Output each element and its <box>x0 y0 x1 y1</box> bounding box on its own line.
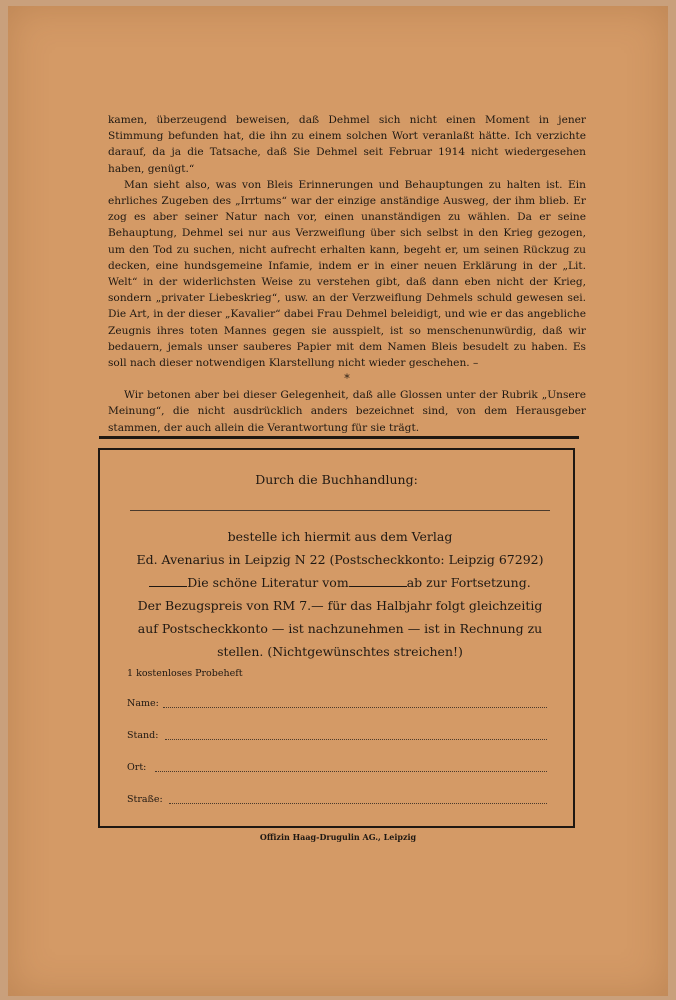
street-label: Straße: <box>127 794 163 805</box>
city-line[interactable] <box>155 771 547 772</box>
divider-rule <box>99 436 579 439</box>
printer-imprint: Offizin Haag-Drugulin AG., Leipzig <box>259 832 417 842</box>
occupation-field[interactable] <box>127 730 547 741</box>
street-field[interactable] <box>127 794 547 805</box>
order-text <box>130 525 550 663</box>
name-label: Name: <box>127 698 159 709</box>
order-line-1: bestelle ich hiermit aus dem Verlag <box>227 529 453 544</box>
occupation-line[interactable] <box>165 739 547 740</box>
paragraph-2: Man sieht also, was von Bleis Erinnerungen und Behauptungen zu halten ist. Ein ehrliches Zugeben des „Irrtums“ war der einzige anständige Ausweg, der ihm blieb. Er zog es aber seiner Natur nach vor, einen unanständigen zu wählen. Da er seine Behauptung, Dehmel sei nur aus Verzweiflung über sich selbst in den Krieg gezogen, um den Tod zu suchen, nicht aufrecht erhalten kann, begeht er, um seinen Rückzug zu decken, eine hundsgemeine Infamie, indem er in einer neuen Erklärung in der „Lit. Welt“ in der widerlichsten Weise zu verstehen gibt, daß dann eben nicht der Krieg, sondern „privater Liebeskrieg“, usw. an der Verzweiflung Dehmels schuld gewesen sei. Die Art, in der dieser „Kavalier“ dabei Frau Dehmel beleidigt, und wie er das angebliche Zeugnis ihres toten Mannes gegen sie ausspielt, ist so menschenunwürdig, daß wir bedauern, jemals unser sauberes Papier mit dem Namen Bleis besudelt zu haben. Es soll nach dieser notwendigen Klarstellung nicht wieder geschehen. – <box>108 178 586 370</box>
order-form <box>98 448 575 828</box>
bookshop-line[interactable] <box>130 510 550 511</box>
order-line-2: Ed. Avenarius in Leipzig N 22 (Postscheckkonto: Leipzig 67292) <box>136 552 544 567</box>
form-title: Durch die Buchhandlung: <box>255 472 418 487</box>
order-line-6: stellen. (Nichtgewünschtes streichen!) <box>217 644 463 659</box>
order-line-5: auf Postscheckkonto — ist nachzunehmen — ist in Rechnung zu <box>137 621 543 636</box>
city-label: Ort: <box>127 762 147 773</box>
separator: * <box>344 372 350 386</box>
paragraph-1: kamen, überzeugend beweisen, daß Dehmel sich nicht einen Moment in jener Stimmung befunden hat, die ihn zu einem solchen Wort veranlaßt hätte. Ich verzichte darauf, da ja die Tatsache, daß Sie Dehmel seit Februar 1914 nicht wiedergesehen haben, genügt.“ <box>108 114 586 175</box>
order-line-3-a: Die schöne Literatur vom <box>187 575 349 590</box>
article-text <box>108 112 586 436</box>
name-field[interactable] <box>127 698 547 709</box>
quantity-blank[interactable] <box>149 576 187 587</box>
paragraph-3: Wir betonen aber bei dieser Gelegenheit, daß alle Glossen unter der Rubrik „Unsere Meinung“, die nicht ausdrücklich anders bezeichnet sind, von dem Herausgeber stammen, der auch allein die Verantwortung für sie trägt. <box>108 389 586 434</box>
start-date-blank[interactable] <box>349 576 407 587</box>
name-line[interactable] <box>163 707 547 708</box>
occupation-label: Stand: <box>127 730 159 741</box>
order-line-3 <box>130 571 550 594</box>
order-line-3-b: ab zur Fortsetzung. <box>406 575 531 590</box>
order-line-4: Der Bezugspreis von RM 7.— für das Halbjahr folgt gleichzeitig <box>137 598 543 613</box>
street-line[interactable] <box>169 803 547 804</box>
sample-copy-label: 1 kostenloses Probeheft <box>127 668 243 679</box>
city-field[interactable] <box>127 762 547 773</box>
